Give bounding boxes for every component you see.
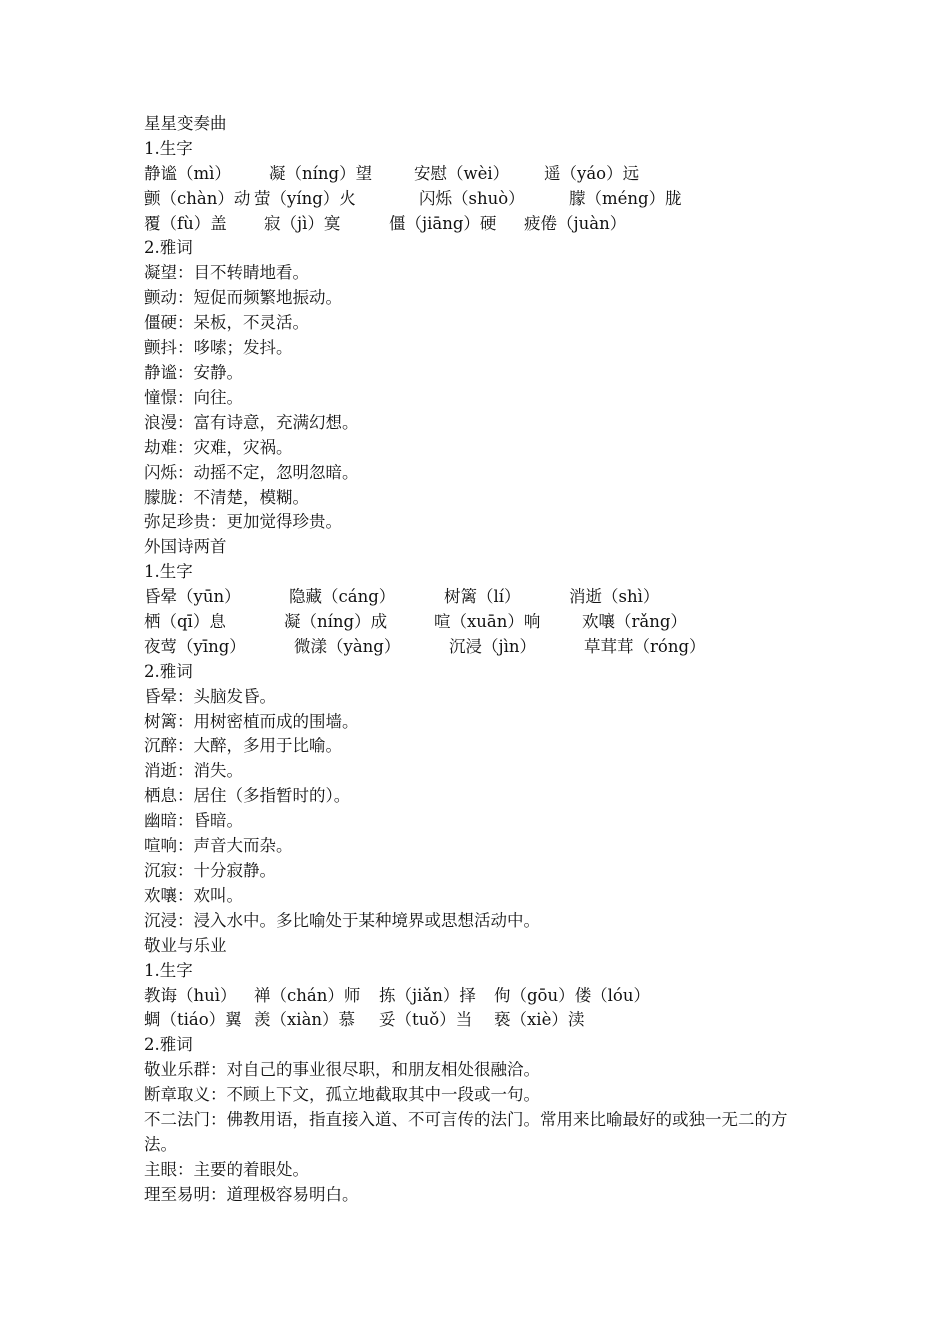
char-item: 栖（qī）息 bbox=[144, 611, 226, 631]
word-definition: 沉寂：十分寂静。 bbox=[144, 861, 276, 880]
word-definition: 颤动：短促而频繁地振动。 bbox=[144, 288, 342, 308]
section-title: 星星变奏曲 bbox=[144, 114, 227, 133]
char-row bbox=[144, 187, 814, 212]
char-row bbox=[144, 635, 814, 660]
word-definition: 沉浸：浸入水中。多比喻处于某种境界或思想活动中。 bbox=[144, 910, 540, 930]
char-item: 静谧（mì） bbox=[144, 163, 231, 183]
char-item: 萤（yíng）火 bbox=[254, 188, 356, 208]
char-row bbox=[144, 212, 814, 237]
char-item: 疲倦（juàn） bbox=[524, 213, 627, 233]
word-definition: 幽暗：昏暗。 bbox=[144, 811, 243, 831]
char-row bbox=[144, 984, 814, 1009]
section-title: 外国诗两首 bbox=[144, 537, 227, 557]
lesson-section bbox=[144, 535, 814, 933]
words-heading: 2.雅词 bbox=[144, 238, 193, 258]
word-definition: 憧憬：向往。 bbox=[144, 387, 243, 407]
word-definition: 断章取义：不顾上下文，孤立地截取其中一段或一句。 bbox=[144, 1085, 540, 1105]
lesson-section bbox=[144, 112, 814, 535]
char-item: 闪烁（shuò） bbox=[419, 188, 525, 208]
word-definition: 朦胧：不清楚，模糊。 bbox=[144, 487, 309, 507]
char-item: 凝（níng）成 bbox=[284, 611, 388, 631]
char-item: 隐藏（cáng） bbox=[289, 587, 396, 607]
char-item: 妥（tuǒ）当 bbox=[379, 1010, 473, 1030]
word-definition: 颤抖：哆嗦；发抖。 bbox=[144, 338, 293, 358]
word-definition: 僵硬：呆板，不灵活。 bbox=[144, 313, 309, 333]
word-definition: 沉醉：大醉，多用于比喻。 bbox=[144, 736, 342, 756]
word-definition: 浪漫：富有诗意，充满幻想。 bbox=[144, 412, 359, 432]
word-definition: 昏晕：头脑发昏。 bbox=[144, 686, 276, 706]
lesson-section bbox=[144, 934, 814, 1208]
word-definition: 不二法门：佛教用语，指直接入道、不可言传的法门。常用来比喻最好的或独一无二的方法。 bbox=[144, 1109, 788, 1154]
words-heading: 2.雅词 bbox=[144, 661, 193, 681]
char-item: 消逝（shì） bbox=[569, 587, 660, 607]
char-item: 蜩（tiáo）翼 bbox=[144, 1010, 242, 1030]
char-item: 安慰（wèi） bbox=[414, 163, 510, 183]
word-definition: 主眼：主要的着眼处。 bbox=[144, 1159, 309, 1179]
char-item: 欢嚷（rǎng） bbox=[582, 611, 687, 631]
char-item: 拣（jiǎn）择 bbox=[379, 985, 476, 1005]
char-item: 昏晕（yūn） bbox=[144, 587, 241, 607]
char-item: 草茸茸（róng） bbox=[584, 636, 706, 656]
chars-heading: 1.生字 bbox=[144, 562, 193, 582]
char-item: 朦（méng）胧 bbox=[569, 188, 682, 208]
char-item: 亵（xiè）渎 bbox=[494, 1010, 585, 1030]
char-item: 僵（jiāng）硬 bbox=[389, 213, 497, 233]
char-item: 沉浸（jìn） bbox=[449, 636, 537, 656]
chars-heading: 1.生字 bbox=[144, 960, 193, 980]
word-definition: 栖息：居住（多指暂时的）。 bbox=[144, 786, 351, 806]
char-item: 微漾（yàng） bbox=[294, 636, 401, 656]
char-item: 树篱（lí） bbox=[444, 587, 521, 607]
char-item: 教诲（huì） bbox=[144, 985, 237, 1005]
char-row bbox=[144, 1008, 814, 1033]
char-item: 覆（fù）盖 bbox=[144, 213, 227, 233]
word-definition: 欢嚷：欢叫。 bbox=[144, 885, 243, 905]
char-item: 羡（xiàn）慕 bbox=[254, 1010, 356, 1030]
char-item: 禅（chán）师 bbox=[254, 985, 361, 1005]
section-title: 敬业与乐业 bbox=[144, 935, 227, 955]
char-item: 颤（chàn）动 bbox=[144, 188, 251, 208]
char-item: 喧（xuān）响 bbox=[434, 611, 541, 631]
word-definition: 喧响：声音大而杂。 bbox=[144, 836, 293, 856]
char-item: 遥（yáo）远 bbox=[544, 163, 640, 183]
char-row bbox=[144, 585, 814, 610]
char-item: 佝（gōu）偻（lóu） bbox=[494, 985, 650, 1005]
word-definition: 消逝：消失。 bbox=[144, 761, 243, 781]
words-heading: 2.雅词 bbox=[144, 1035, 193, 1055]
word-definition: 凝望：目不转睛地看。 bbox=[144, 263, 309, 283]
char-row bbox=[144, 162, 814, 187]
char-item: 寂（jì）寞 bbox=[264, 213, 341, 233]
word-definition: 理至易明：道理极容易明白。 bbox=[144, 1184, 359, 1204]
char-row bbox=[144, 610, 814, 635]
word-definition: 弥足珍贵：更加觉得珍贵。 bbox=[144, 512, 342, 532]
document-body bbox=[144, 112, 814, 1208]
word-definition: 树篱：用树密植而成的围墙。 bbox=[144, 711, 359, 731]
word-definition: 闪烁：动摇不定，忽明忽暗。 bbox=[144, 462, 359, 482]
char-item: 夜莺（yīng） bbox=[144, 636, 246, 656]
char-item: 凝（níng）望 bbox=[269, 163, 373, 183]
word-definition: 敬业乐群：对自己的事业很尽职，和朋友相处很融洽。 bbox=[144, 1060, 540, 1080]
word-definition: 劫难：灾难，灾祸。 bbox=[144, 437, 293, 457]
chars-heading: 1.生字 bbox=[144, 138, 193, 158]
word-definition: 静谧：安静。 bbox=[144, 362, 243, 382]
